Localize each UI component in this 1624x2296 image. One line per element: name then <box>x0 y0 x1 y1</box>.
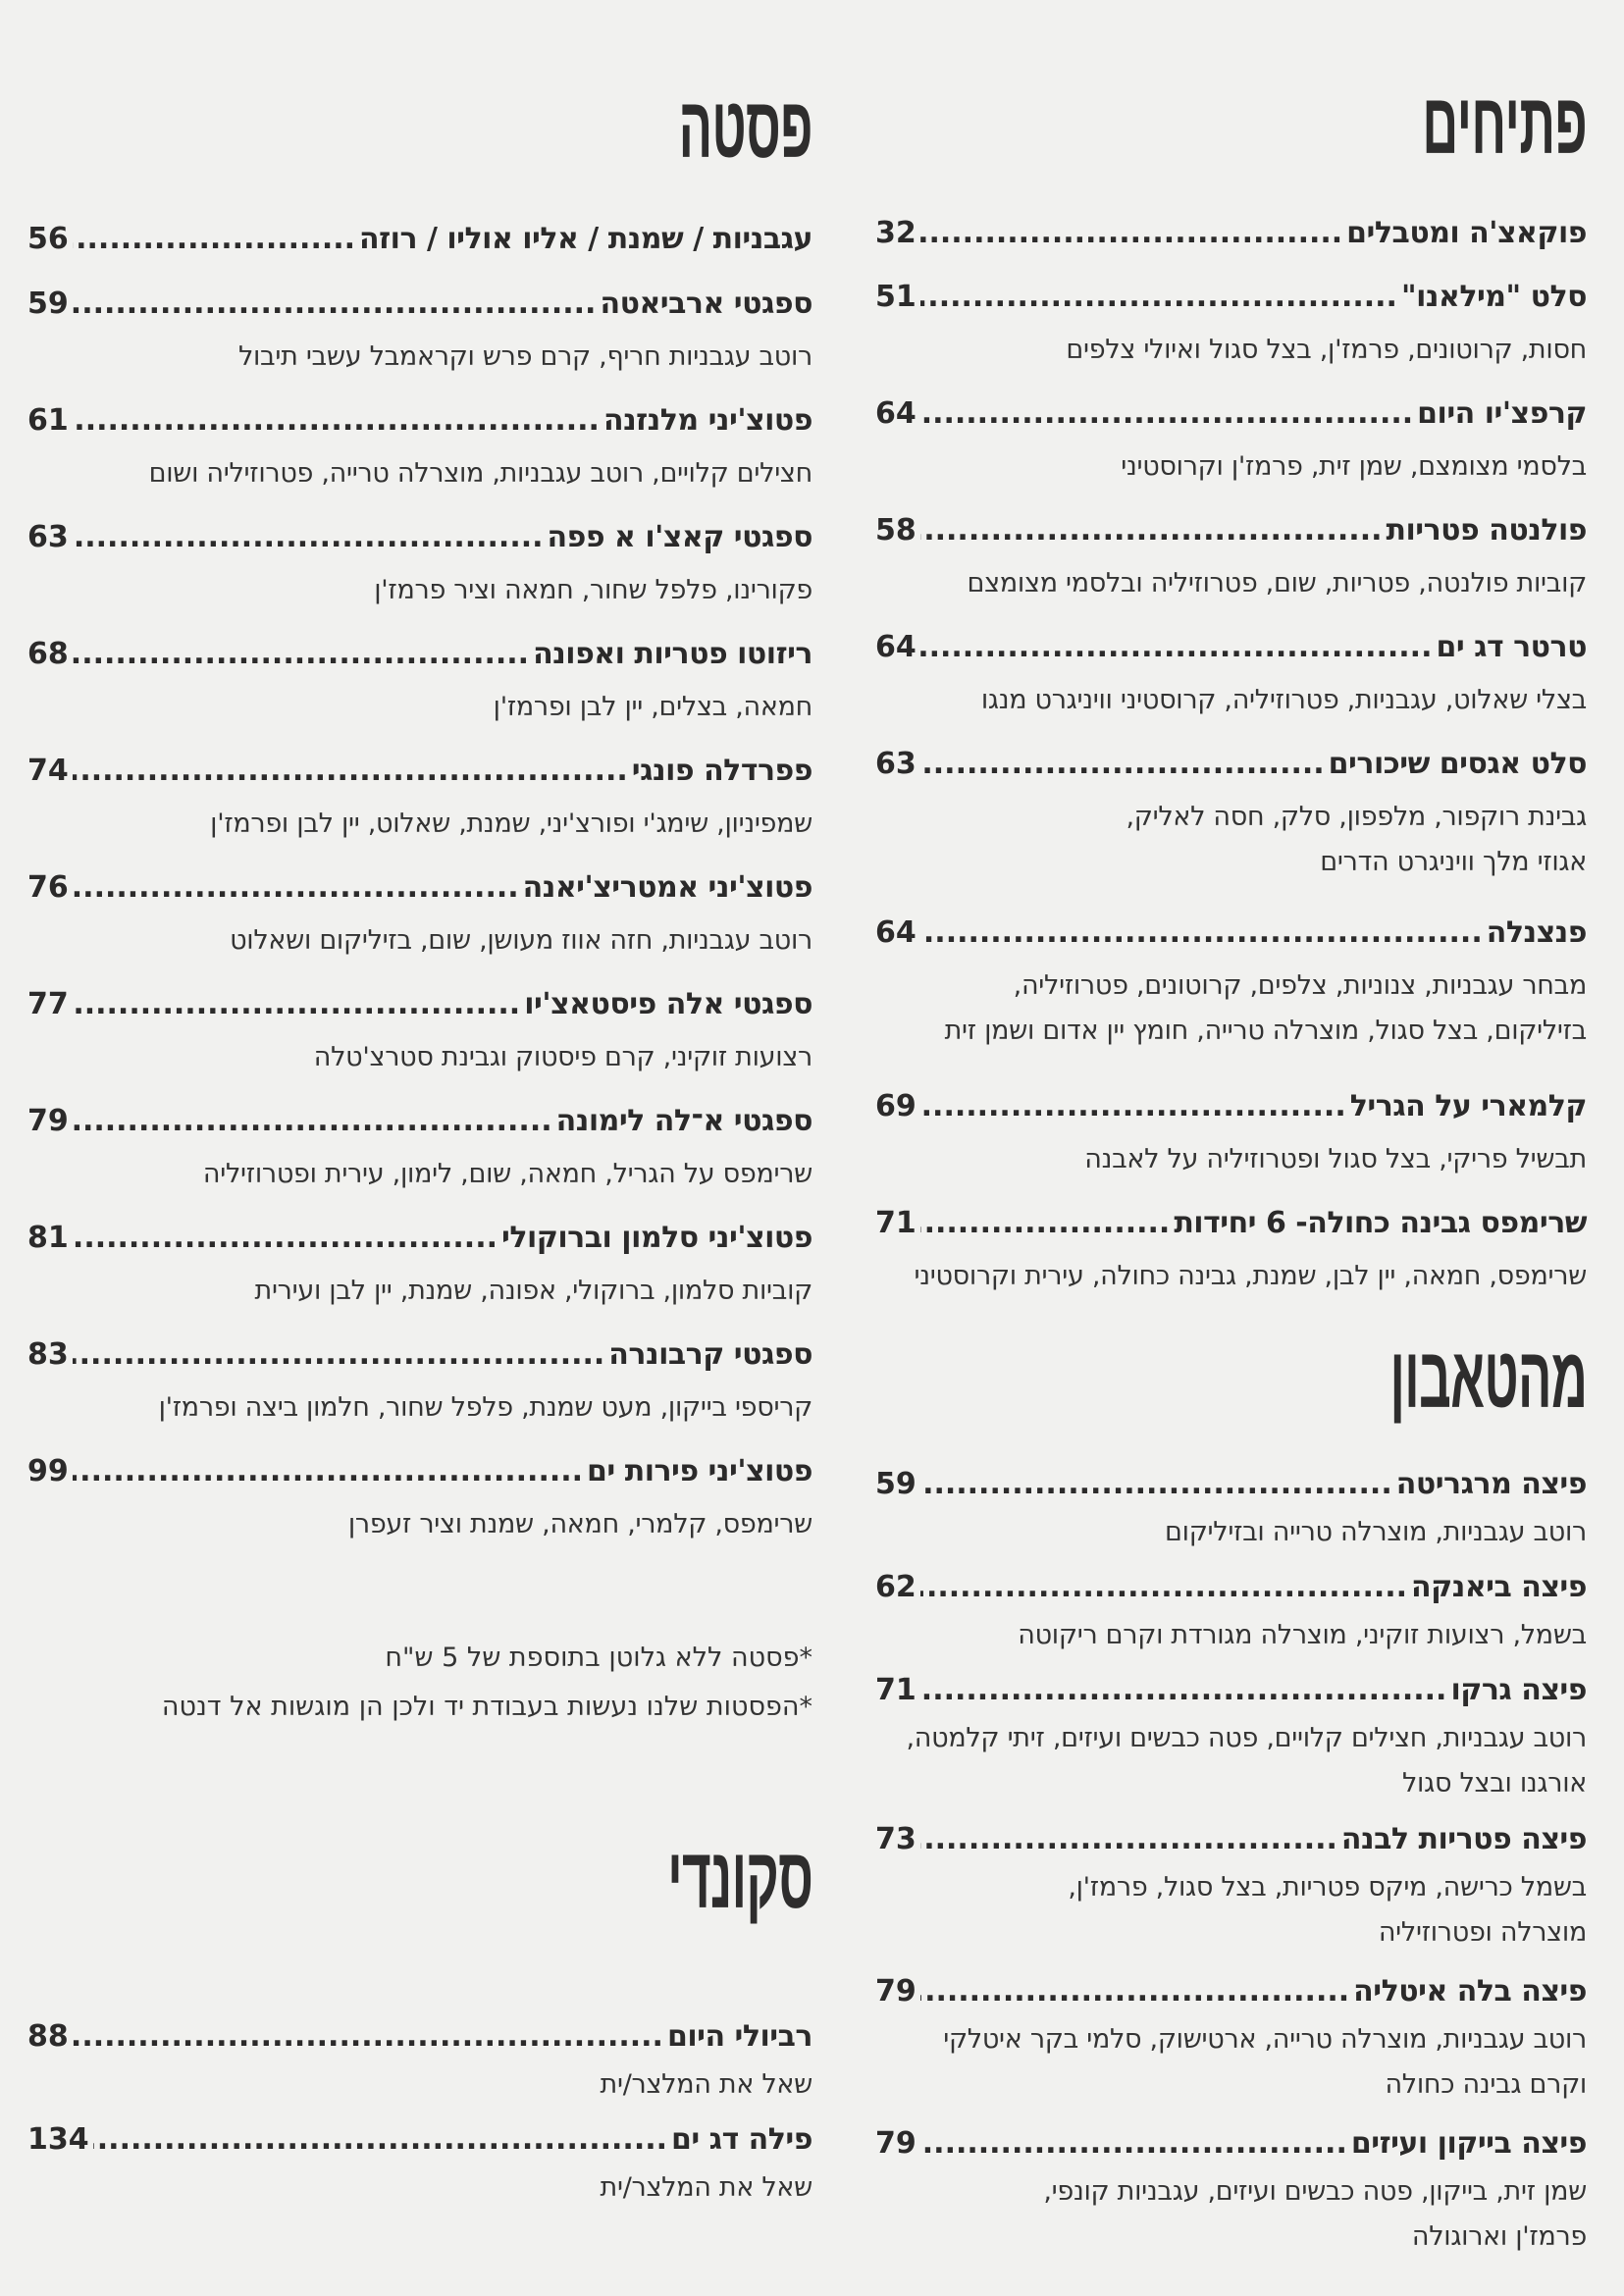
item-name: עגבניות / שמנת / אליו אוליו / רוזה <box>359 222 812 256</box>
dot-leader <box>920 513 1383 548</box>
item-price: 51 <box>875 280 917 314</box>
item-price: 58 <box>875 513 917 548</box>
description-line: וקרם גבינה כחולה <box>1385 2069 1587 2100</box>
item-description: חסות, קרוטונים, פרמז'ן, בצל סגול ואיולי צלפים <box>1066 335 1587 365</box>
item-name: ספגטי קרבונרה <box>608 1337 812 1372</box>
menu-item <box>27 1454 812 1547</box>
item-price: 79 <box>875 1974 917 2009</box>
description-line: מבחר עגבניות, צנוניות, צלפים, קרוטונים, פטרוזיליה, <box>1013 970 1587 1001</box>
item-name: פוקאצ'ה ומטבלים <box>1346 216 1587 250</box>
item-price: 32 <box>875 216 917 250</box>
footnote: *פסטה ללא גלוטן בתוספת של 5 ש"ח <box>385 1643 812 1673</box>
item-price: 63 <box>27 520 69 554</box>
item-description: רצועות זוקיני, קרם פיסטוק וגבינת סטרצ'טלה <box>313 1042 812 1072</box>
item-price: 76 <box>27 870 69 905</box>
dot-leader <box>920 1974 1349 2009</box>
item-price: 69 <box>875 1089 917 1123</box>
item-description: שאל את המלצר/ית <box>600 2069 812 2100</box>
item-name: פיצה מרגריטה <box>1395 1467 1587 1501</box>
menu-item <box>27 2019 812 2108</box>
item-price: 71 <box>875 1673 917 1707</box>
item-name: קרפצ'יו היום <box>1417 396 1587 431</box>
item-name: פטוצ'יני סלמון וברוקולי <box>501 1221 812 1255</box>
dot-leader <box>73 870 519 905</box>
item-name: ספגטי ארביאטה <box>600 287 812 321</box>
secondi-heading: סקונדי <box>666 1829 812 1926</box>
item-price: 79 <box>27 1104 69 1138</box>
dot-leader <box>920 1206 1171 1240</box>
item-price: 81 <box>27 1221 69 1255</box>
menu-item <box>875 2126 1587 2260</box>
menu-item <box>875 915 1587 1054</box>
item-description: קריספי בייקון, מעט שמנת, פלפל שחור, חלמון ביצה ופרמז'ן <box>158 1392 812 1423</box>
item-price: 68 <box>27 637 69 671</box>
dot-leader <box>73 987 520 1021</box>
item-name: פיצה ביאנקה <box>1411 1570 1587 1604</box>
menu-item <box>27 870 812 964</box>
item-name: פילה דג ים <box>671 2122 812 2157</box>
dot-leader <box>73 1454 583 1488</box>
item-description: שמפיניון, שימג'י ופורצ'יני, שמנת, שאלוט, יין לבן ופרמז'ן <box>210 809 812 839</box>
dot-leader <box>920 1089 1346 1123</box>
description-line: בזיליקום, בצל סגול, מוצרלה טרייה, חומץ יין אדום ושמן זית <box>944 1016 1587 1046</box>
item-name: רביולי היום <box>666 2019 812 2054</box>
dot-leader <box>73 754 628 788</box>
item-price: 64 <box>875 396 917 431</box>
oven-heading: מהטאבון <box>1389 1329 1587 1426</box>
menu-item <box>875 1570 1587 1658</box>
item-description: תבשיל פריקי, בצל סגול ופטרוזיליה על לאבנה <box>1084 1144 1587 1174</box>
menu-item <box>875 1206 1587 1299</box>
item-name: ריזוטו פטריות ואפונה <box>533 637 812 671</box>
description-line: מוצרלה ופטרוזיליה <box>1378 1917 1587 1948</box>
description-line: רוטב עגבניות, מוצרלה טרייה, ארטישוק, סלמי בקר איטלקי <box>943 2024 1587 2055</box>
item-description: רוטב עגבניות חריף, קרם פרש וקראמבל עשבי תיבול <box>237 341 812 372</box>
item-name: סלט "מילאנו" <box>1400 280 1587 314</box>
menu-item <box>875 280 1587 373</box>
dot-leader <box>920 1570 1407 1604</box>
description-line: בשמל כרישה, מיקס פטריות, בצל סגול, פרמז'ן, <box>1068 1872 1587 1903</box>
item-price: 99 <box>27 1454 69 1488</box>
menu-item <box>27 754 812 847</box>
item-price: 62 <box>875 1570 917 1604</box>
item-description: שאל את המלצר/ית <box>600 2172 812 2203</box>
item-name: ספגטי קאצ'ו א פפה <box>547 520 812 554</box>
item-description: שרימפס על הגריל, חמאה, שום, לימון, עירית ופטרוזיליה <box>202 1159 812 1189</box>
description-line: שמן זית, בייקון, פטה כבשים ועיזים, עגבניות קונפי, <box>1043 2176 1587 2207</box>
item-name: פפרדלה פונגי <box>631 754 812 788</box>
item-price: 64 <box>875 630 917 664</box>
item-price: 79 <box>875 2126 917 2161</box>
item-name: פטוצ'יני פירות ים <box>587 1454 812 1488</box>
item-price: 64 <box>875 915 917 950</box>
item-description <box>875 2169 1587 2260</box>
item-price: 56 <box>27 222 69 256</box>
menu-item <box>27 222 812 265</box>
item-description: פקורינו, פלפל שחור, חמאה וציר פרמז'ן <box>374 575 812 605</box>
item-description <box>875 964 1587 1054</box>
item-name: שרימפס גבינה כחולה- 6 יחידות <box>1174 1206 1587 1240</box>
dot-leader <box>920 2126 1347 2161</box>
item-description <box>875 795 1587 885</box>
item-price: 74 <box>27 754 69 788</box>
dot-leader <box>73 222 355 256</box>
menu-item <box>27 1104 812 1197</box>
dot-leader <box>73 1337 605 1372</box>
item-price: 59 <box>27 287 69 321</box>
item-description: קוביות סלמון, ברוקולי, אפונה, שמנת, יין לבן ועירית <box>254 1276 812 1306</box>
item-name: קלמארי על הגריל <box>1349 1089 1587 1123</box>
item-description <box>875 2017 1587 2108</box>
menu-item <box>27 287 812 380</box>
item-price: 77 <box>27 987 69 1021</box>
menu-item <box>875 630 1587 723</box>
dot-leader <box>93 2122 667 2157</box>
starters-heading: פתיחים <box>1422 75 1587 172</box>
dot-leader <box>73 520 544 554</box>
menu-item <box>27 520 812 613</box>
item-description: רוטב עגבניות, מוצרלה טרייה ובזיליקום <box>1165 1517 1587 1547</box>
item-description <box>875 1865 1587 1956</box>
dot-leader <box>73 637 529 671</box>
menu-item <box>27 987 812 1080</box>
item-name: טרטר דג ים <box>1436 630 1587 664</box>
item-price: 73 <box>875 1822 917 1856</box>
item-description <box>875 1716 1587 1806</box>
menu-item <box>27 1221 812 1314</box>
item-description: חצילים קלויים, רוטב עגבניות, מוצרלה טרייה, פטרוזיליה ושום <box>148 458 812 489</box>
item-description: בצלי שאלוט, עגבניות, פטרוזיליה, קרוסטיני וויניגרט מנגו <box>980 685 1587 715</box>
menu-item <box>875 1974 1587 2108</box>
item-name: פיצה בייקון ועיזים <box>1350 2126 1587 2161</box>
description-line: גבינת רוקפור, מלפפון, סלק, חסה לאליק, <box>1126 802 1587 832</box>
item-name: פטוצ'יני מלנזנה <box>602 403 812 438</box>
item-name: ספגטי א־לה לימונה <box>555 1104 812 1138</box>
item-description: שרימפס, חמאה, יין לבן, שמנת, גבינה כחולה, עירית וקרוסטיני <box>914 1261 1587 1291</box>
item-description: שרימפס, קלמרי, חמאה, שמנת וציר זעפרן <box>347 1509 812 1539</box>
description-line: אורגנו ובצל סגול <box>1402 1768 1587 1799</box>
item-description: חמאה, בצלים, יין לבן ופרמז'ן <box>493 692 812 722</box>
item-price: 71 <box>875 1206 917 1240</box>
pasta-heading: פסטה <box>678 78 812 176</box>
description-line: אגוזי מלך וויניגרט הדרים <box>1320 847 1587 877</box>
footnote: *הפסטות שלנו נעשות בעבודת יד ולכן הן מוגשות אל דנטה <box>161 1692 812 1722</box>
dot-leader <box>920 630 1433 664</box>
dot-leader <box>920 396 1413 431</box>
menu-item <box>27 637 812 730</box>
menu-item <box>875 513 1587 606</box>
item-name: פיצה פטריות לבנה <box>1340 1822 1587 1856</box>
item-name: ספגטי אלה פיסטאצ'יו <box>524 987 812 1021</box>
dot-leader <box>73 1221 498 1255</box>
menu-item <box>875 1467 1587 1555</box>
description-line: רוטב עגבניות, חצילים קלויים, פטה כבשים ועיזים, זיתי קלמטה, <box>906 1723 1587 1753</box>
item-price: 61 <box>27 403 69 438</box>
item-price: 59 <box>875 1467 917 1501</box>
dot-leader <box>920 747 1325 781</box>
dot-leader <box>920 216 1342 250</box>
item-name: פולנטה פטריות <box>1386 513 1587 548</box>
menu-item <box>27 1337 812 1431</box>
dot-leader <box>920 1822 1337 1856</box>
menu-item <box>875 1089 1587 1182</box>
item-price: 88 <box>27 2019 69 2054</box>
menu-item <box>875 216 1587 259</box>
menu-item <box>875 1822 1587 1956</box>
item-description: בלסמי מצומצם, שמן זית, פרמז'ן וקרוסטיני <box>1121 451 1587 482</box>
item-name: פטוצ'יני אמטריצ'יאנה <box>522 870 812 905</box>
dot-leader <box>920 1467 1392 1501</box>
dot-leader <box>73 1104 552 1138</box>
menu-item <box>27 403 812 496</box>
menu-item <box>875 747 1587 885</box>
dot-leader <box>73 2019 663 2054</box>
dot-leader <box>920 280 1397 314</box>
item-name: פיצה גרקו <box>1450 1673 1587 1707</box>
menu-item <box>27 2122 812 2211</box>
item-price: 63 <box>875 747 917 781</box>
item-description: רוטב עגבניות, חזה אווז מעושן, שום, בזיליקום ושאלוט <box>230 925 812 956</box>
description-line: פרמז'ן וארוגולה <box>1411 2221 1587 2252</box>
item-description: בשמל, רצועות זוקיני, מוצרלה מגורדת וקרם ריקוטה <box>1018 1620 1587 1650</box>
menu-item <box>875 396 1587 490</box>
dot-leader <box>920 915 1483 950</box>
item-name: סלט אגסים שיכורים <box>1328 747 1587 781</box>
menu-item <box>875 1673 1587 1806</box>
item-description: קוביות פולנטה, פטריות, שום, פטרוזיליה ובלסמי מצומצם <box>967 568 1587 599</box>
dot-leader <box>920 1673 1447 1707</box>
item-name: פנצנלה <box>1486 915 1587 950</box>
item-price: 83 <box>27 1337 69 1372</box>
item-price: 134 <box>27 2122 89 2157</box>
dot-leader <box>73 287 597 321</box>
dot-leader <box>73 403 600 438</box>
item-name: פיצה בלה איטליה <box>1353 1974 1587 2009</box>
